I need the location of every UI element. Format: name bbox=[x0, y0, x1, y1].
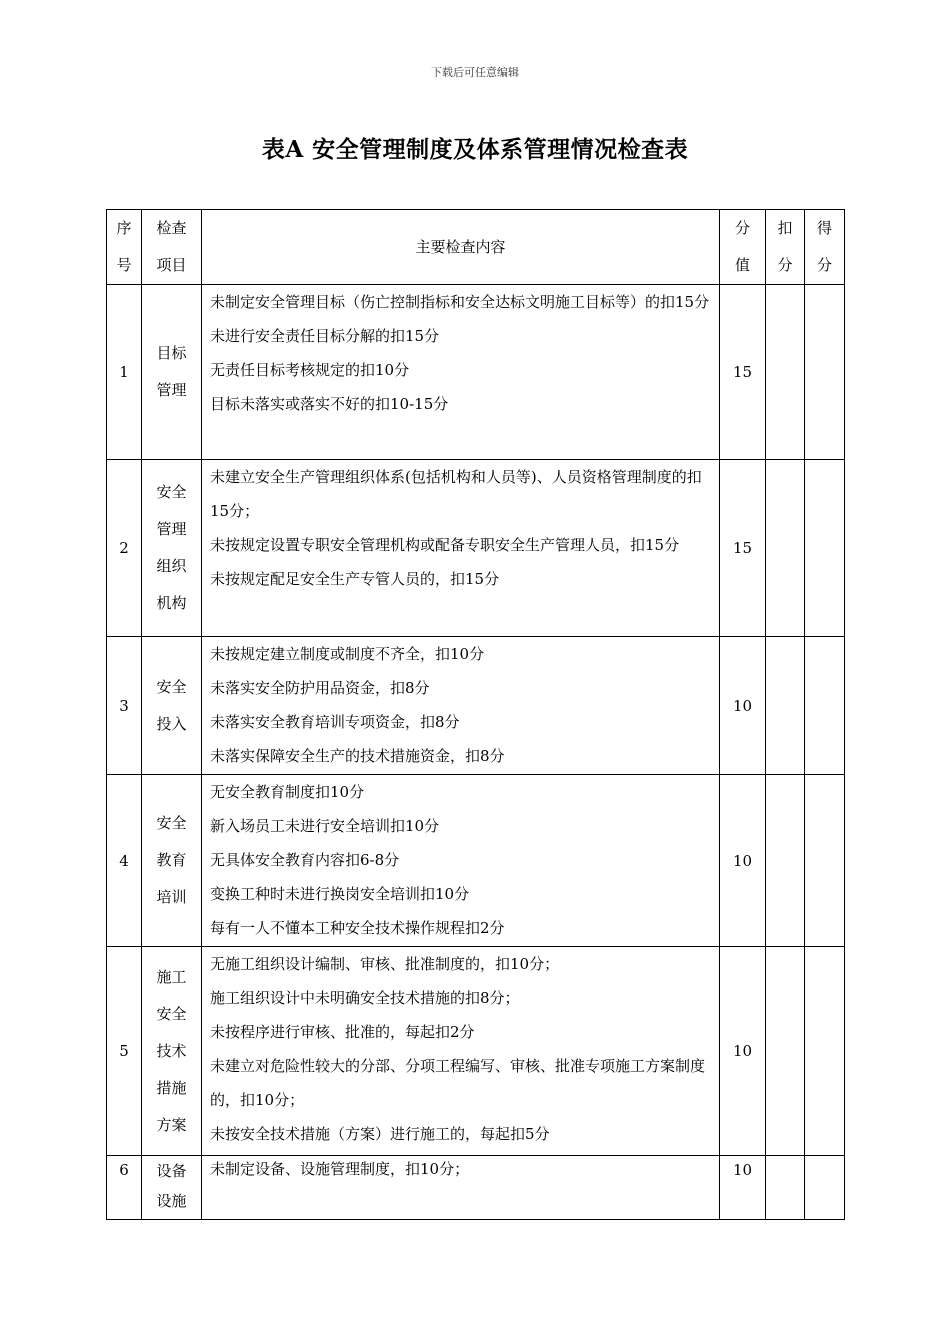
row-score: 10 bbox=[720, 1156, 766, 1220]
row-item: 安全 教育 培训 bbox=[142, 775, 202, 947]
table-row bbox=[107, 947, 845, 1156]
watermark-text: 下载后可任意编辑 bbox=[431, 66, 519, 79]
row-deduct-cell[interactable] bbox=[766, 637, 805, 775]
row-number: 5 bbox=[107, 947, 142, 1156]
row-item: 安全 投入 bbox=[142, 637, 202, 775]
row-deduct-cell[interactable] bbox=[766, 1156, 805, 1220]
row-item: 目标 管理 bbox=[142, 285, 202, 460]
page-title: 表A 安全管理制度及体系管理情况检查表 bbox=[261, 136, 689, 163]
row-content: 无安全教育制度扣10分 新入场员工未进行安全培训扣10分 无具体安全教育内容扣6-8分 变换工种时未进行换岗安全培训扣10分 每有一人不懂本工种安全技术操作规程扣2分 bbox=[202, 775, 720, 947]
row-deduct-cell[interactable] bbox=[766, 460, 805, 637]
table-row bbox=[107, 1156, 845, 1220]
row-score: 10 bbox=[720, 947, 766, 1156]
row-number: 1 bbox=[107, 285, 142, 460]
row-content: 未按规定建立制度或制度不齐全，扣10分 未落实安全防护用品资金，扣8分 未落实安全教育培训专项资金，扣8分 未落实保障安全生产的技术措施资金，扣8分 bbox=[202, 637, 720, 775]
row-number: 2 bbox=[107, 460, 142, 637]
row-got-cell[interactable] bbox=[805, 460, 845, 637]
table-row bbox=[107, 775, 845, 947]
row-deduct-cell[interactable] bbox=[766, 775, 805, 947]
table-row bbox=[107, 460, 845, 637]
row-deduct-cell[interactable] bbox=[766, 285, 805, 460]
header-content: 主要检查内容 bbox=[202, 210, 720, 285]
row-number: 6 bbox=[107, 1156, 142, 1220]
header-no: 序 号 bbox=[107, 210, 142, 285]
header-item: 检查 项目 bbox=[142, 210, 202, 285]
row-score: 15 bbox=[720, 460, 766, 637]
row-deduct-cell[interactable] bbox=[766, 947, 805, 1156]
row-item: 设备 设施 bbox=[142, 1156, 202, 1220]
inspection-table bbox=[106, 209, 845, 1220]
row-number: 4 bbox=[107, 775, 142, 947]
row-got-cell[interactable] bbox=[805, 1156, 845, 1220]
row-score: 10 bbox=[720, 637, 766, 775]
table-row bbox=[107, 637, 845, 775]
row-content: 未制定安全管理目标（伤亡控制指标和安全达标文明施工目标等）的扣15分 未进行安全责任目标分解的扣15分 无责任目标考核规定的扣10分 目标未落实或落实不好的扣10-15分 bbox=[202, 285, 720, 460]
table-header-row bbox=[107, 210, 845, 285]
row-content: 无施工组织设计编制、审核、批准制度的，扣10分； 施工组织设计中未明确安全技术措施的扣8分； 未按程序进行审核、批准的，每起扣2分 未建立对危险性较大的分部、分项工程编写、审核、批准专项施工方案制度的，扣10分； 未按安全技术措施（方案）进行施工的，每起扣5分 bbox=[202, 947, 720, 1156]
row-got-cell[interactable] bbox=[805, 947, 845, 1156]
table-row bbox=[107, 285, 845, 460]
row-item: 安全 管理 组织 机构 bbox=[142, 460, 202, 637]
header-got: 得 分 bbox=[805, 210, 845, 285]
row-content: 未制定设备、设施管理制度，扣10分； bbox=[202, 1156, 720, 1220]
row-item: 施工 安全 技术 措施 方案 bbox=[142, 947, 202, 1156]
header-deduct: 扣 分 bbox=[766, 210, 805, 285]
row-content: 未建立安全生产管理组织体系(包括机构和人员等)、人员资格管理制度的扣15分； 未按规定设置专职安全管理机构或配备专职安全生产管理人员，扣15分 未按规定配足安全生产专管人员的，扣15分 bbox=[202, 460, 720, 637]
row-got-cell[interactable] bbox=[805, 637, 845, 775]
row-got-cell[interactable] bbox=[805, 285, 845, 460]
row-score: 10 bbox=[720, 775, 766, 947]
header-score: 分 值 bbox=[720, 210, 766, 285]
row-score: 15 bbox=[720, 285, 766, 460]
row-number: 3 bbox=[107, 637, 142, 775]
row-got-cell[interactable] bbox=[805, 775, 845, 947]
